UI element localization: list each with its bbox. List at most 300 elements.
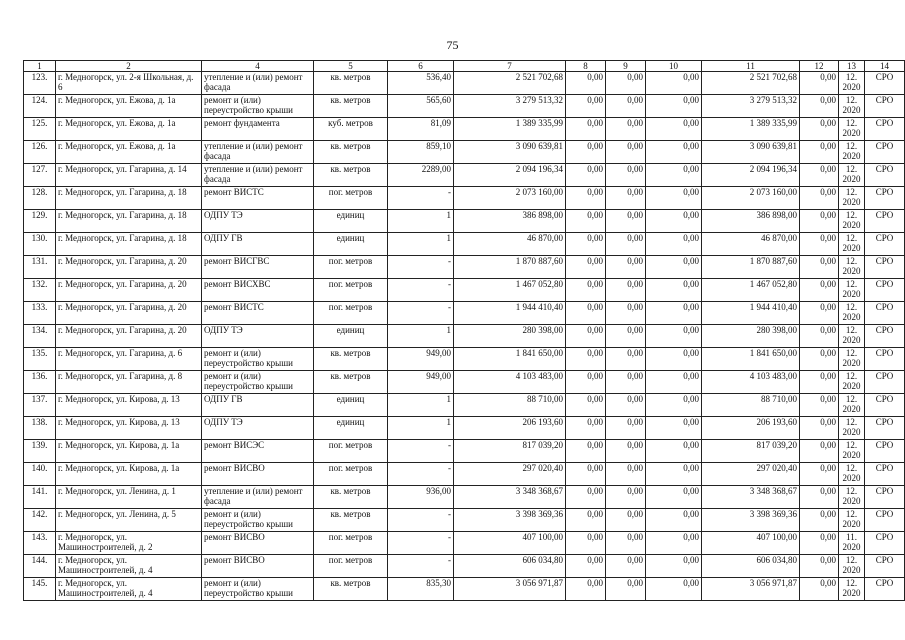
row-number: 127. bbox=[24, 164, 56, 187]
unit-cell: кв. метров bbox=[314, 141, 388, 164]
cost-cell: 1 389 335,99 bbox=[702, 118, 800, 141]
cost-cell: 2 094 196,34 bbox=[702, 164, 800, 187]
cost-cell: 0,00 bbox=[566, 141, 606, 164]
column-header: 10 bbox=[646, 61, 702, 72]
column-header: 13 bbox=[839, 61, 865, 72]
cost-cell: 3 398 369,36 bbox=[702, 509, 800, 532]
cost-cell: 0,00 bbox=[566, 164, 606, 187]
cost-cell: 0,00 bbox=[646, 509, 702, 532]
total-cost-cell: 1 841 650,00 bbox=[454, 348, 566, 371]
unit-cell: единиц bbox=[314, 210, 388, 233]
total-cost-cell: 297 020,40 bbox=[454, 463, 566, 486]
table-row bbox=[24, 463, 905, 486]
completion-date-cell: 12. 2020 bbox=[839, 279, 865, 302]
cost-cell: 0,00 bbox=[606, 486, 646, 509]
cost-cell: 0,00 bbox=[800, 509, 839, 532]
quantity-cell: 565,60 bbox=[388, 95, 454, 118]
quantity-cell: - bbox=[388, 302, 454, 325]
unit-cell: кв. метров bbox=[314, 509, 388, 532]
work-type-cell: ОДПУ ТЭ bbox=[202, 325, 314, 348]
contractor-cell: СРО bbox=[865, 348, 905, 371]
address-cell: г. Медногорск, ул. Машиностроителей, д. 4 bbox=[56, 555, 202, 578]
work-type-cell: ремонт ВИСХВС bbox=[202, 279, 314, 302]
total-cost-cell: 3 398 369,36 bbox=[454, 509, 566, 532]
cost-cell: 0,00 bbox=[566, 578, 606, 601]
address-cell: г. Медногорск, ул. Кирова, д. 13 bbox=[56, 394, 202, 417]
total-cost-cell: 606 034,80 bbox=[454, 555, 566, 578]
work-type-cell: ремонт и (или) переустройство крыши bbox=[202, 509, 314, 532]
quantity-cell: - bbox=[388, 440, 454, 463]
cost-cell: 0,00 bbox=[606, 164, 646, 187]
quantity-cell: 1 bbox=[388, 210, 454, 233]
completion-date-cell: 12. 2020 bbox=[839, 233, 865, 256]
table-row bbox=[24, 417, 905, 440]
total-cost-cell: 3 056 971,87 bbox=[454, 578, 566, 601]
contractor-cell: СРО bbox=[865, 210, 905, 233]
total-cost-cell: 1 870 887,60 bbox=[454, 256, 566, 279]
cost-cell: 88 710,00 bbox=[702, 394, 800, 417]
cost-cell: 0,00 bbox=[606, 394, 646, 417]
cost-cell: 0,00 bbox=[646, 72, 702, 95]
cost-cell: 0,00 bbox=[606, 95, 646, 118]
cost-cell: 0,00 bbox=[646, 95, 702, 118]
cost-cell: 0,00 bbox=[606, 187, 646, 210]
contractor-cell: СРО bbox=[865, 72, 905, 95]
cost-cell: 0,00 bbox=[606, 440, 646, 463]
total-cost-cell: 3 279 513,32 bbox=[454, 95, 566, 118]
cost-cell: 0,00 bbox=[606, 371, 646, 394]
unit-cell: кв. метров bbox=[314, 72, 388, 95]
contractor-cell: СРО bbox=[865, 95, 905, 118]
cost-cell: 0,00 bbox=[646, 210, 702, 233]
total-cost-cell: 1 467 052,80 bbox=[454, 279, 566, 302]
cost-cell: 0,00 bbox=[646, 348, 702, 371]
cost-cell: 0,00 bbox=[606, 279, 646, 302]
contractor-cell: СРО bbox=[865, 509, 905, 532]
page-number: 75 bbox=[446, 38, 459, 52]
work-type-cell: ремонт ВИСВО bbox=[202, 532, 314, 555]
column-header: 4 bbox=[202, 61, 314, 72]
completion-date-cell: 12. 2020 bbox=[839, 118, 865, 141]
cost-cell: 3 348 368,67 bbox=[702, 486, 800, 509]
unit-cell: единиц bbox=[314, 394, 388, 417]
total-cost-cell: 4 103 483,00 bbox=[454, 371, 566, 394]
cost-cell: 407 100,00 bbox=[702, 532, 800, 555]
unit-cell: кв. метров bbox=[314, 95, 388, 118]
row-number: 140. bbox=[24, 463, 56, 486]
cost-cell: 2 073 160,00 bbox=[702, 187, 800, 210]
cost-cell: 3 090 639,81 bbox=[702, 141, 800, 164]
cost-cell: 0,00 bbox=[566, 440, 606, 463]
cost-cell: 0,00 bbox=[646, 141, 702, 164]
unit-cell: пог. метров bbox=[314, 279, 388, 302]
address-cell: г. Медногорск, ул. Гагарина, д. 18 bbox=[56, 210, 202, 233]
contractor-cell: СРО bbox=[865, 532, 905, 555]
cost-cell: 0,00 bbox=[566, 371, 606, 394]
cost-cell: 606 034,80 bbox=[702, 555, 800, 578]
cost-cell: 0,00 bbox=[646, 279, 702, 302]
cost-cell: 0,00 bbox=[606, 233, 646, 256]
work-type-cell: ремонт и (или) переустройство крыши bbox=[202, 578, 314, 601]
address-cell: г. Медногорск, ул. Гагарина, д. 6 bbox=[56, 348, 202, 371]
contractor-cell: СРО bbox=[865, 118, 905, 141]
column-header: 14 bbox=[865, 61, 905, 72]
quantity-cell: - bbox=[388, 463, 454, 486]
row-number: 139. bbox=[24, 440, 56, 463]
cost-cell: 0,00 bbox=[566, 532, 606, 555]
cost-cell: 0,00 bbox=[800, 532, 839, 555]
cost-cell: 0,00 bbox=[646, 440, 702, 463]
table-row bbox=[24, 279, 905, 302]
address-cell: г. Медногорск, ул. Кирова, д. 1а bbox=[56, 440, 202, 463]
cost-cell: 297 020,40 bbox=[702, 463, 800, 486]
cost-cell: 0,00 bbox=[800, 348, 839, 371]
column-header: 8 bbox=[566, 61, 606, 72]
cost-cell: 0,00 bbox=[606, 325, 646, 348]
cost-cell: 0,00 bbox=[606, 210, 646, 233]
cost-cell: 0,00 bbox=[606, 348, 646, 371]
quantity-cell: - bbox=[388, 279, 454, 302]
row-number: 134. bbox=[24, 325, 56, 348]
cost-cell: 0,00 bbox=[566, 187, 606, 210]
cost-cell: 3 056 971,87 bbox=[702, 578, 800, 601]
cost-cell: 1 870 887,60 bbox=[702, 256, 800, 279]
cost-cell: 0,00 bbox=[800, 164, 839, 187]
table-row bbox=[24, 210, 905, 233]
total-cost-cell: 46 870,00 bbox=[454, 233, 566, 256]
row-number: 143. bbox=[24, 532, 56, 555]
quantity-cell: 1 bbox=[388, 417, 454, 440]
address-cell: г. Медногорск, ул. Гагарина, д. 14 bbox=[56, 164, 202, 187]
quantity-cell: 1 bbox=[388, 394, 454, 417]
cost-cell: 0,00 bbox=[800, 233, 839, 256]
row-number: 133. bbox=[24, 302, 56, 325]
cost-cell: 0,00 bbox=[800, 486, 839, 509]
row-number: 126. bbox=[24, 141, 56, 164]
table-row bbox=[24, 233, 905, 256]
total-cost-cell: 407 100,00 bbox=[454, 532, 566, 555]
cost-cell: 0,00 bbox=[646, 164, 702, 187]
cost-cell: 0,00 bbox=[646, 417, 702, 440]
contractor-cell: СРО bbox=[865, 187, 905, 210]
contractor-cell: СРО bbox=[865, 233, 905, 256]
completion-date-cell: 12. 2020 bbox=[839, 348, 865, 371]
quantity-cell: - bbox=[388, 555, 454, 578]
contractor-cell: СРО bbox=[865, 578, 905, 601]
cost-cell: 0,00 bbox=[606, 72, 646, 95]
work-type-cell: ремонт ВИСТС bbox=[202, 187, 314, 210]
quantity-cell: 859,10 bbox=[388, 141, 454, 164]
cost-cell: 0,00 bbox=[566, 486, 606, 509]
quantity-cell: 1 bbox=[388, 325, 454, 348]
row-number: 123. bbox=[24, 72, 56, 95]
cost-cell: 0,00 bbox=[800, 417, 839, 440]
work-type-cell: ремонт ВИСТС bbox=[202, 302, 314, 325]
address-cell: г. Медногорск, ул. Ежова, д. 1а bbox=[56, 141, 202, 164]
cost-cell: 0,00 bbox=[566, 463, 606, 486]
cost-cell: 0,00 bbox=[800, 555, 839, 578]
cost-cell: 0,00 bbox=[566, 118, 606, 141]
work-type-cell: ремонт ВИСВО bbox=[202, 463, 314, 486]
work-type-cell: ремонт и (или) переустройство крыши bbox=[202, 371, 314, 394]
cost-cell: 0,00 bbox=[646, 578, 702, 601]
table-row bbox=[24, 509, 905, 532]
cost-cell: 0,00 bbox=[646, 325, 702, 348]
row-number: 131. bbox=[24, 256, 56, 279]
quantity-cell: 1 bbox=[388, 233, 454, 256]
contractor-cell: СРО bbox=[865, 325, 905, 348]
table-row bbox=[24, 394, 905, 417]
completion-date-cell: 12. 2020 bbox=[839, 509, 865, 532]
quantity-cell: 536,40 bbox=[388, 72, 454, 95]
quantity-cell: 81,09 bbox=[388, 118, 454, 141]
contractor-cell: СРО bbox=[865, 141, 905, 164]
contractor-cell: СРО bbox=[865, 371, 905, 394]
cost-cell: 0,00 bbox=[646, 394, 702, 417]
work-type-cell: ОДПУ ТЭ bbox=[202, 417, 314, 440]
cost-cell: 0,00 bbox=[566, 325, 606, 348]
contractor-cell: СРО bbox=[865, 555, 905, 578]
cost-cell: 0,00 bbox=[646, 233, 702, 256]
cost-cell: 0,00 bbox=[800, 141, 839, 164]
cost-cell: 46 870,00 bbox=[702, 233, 800, 256]
table-row bbox=[24, 187, 905, 210]
cost-cell: 0,00 bbox=[800, 394, 839, 417]
cost-cell: 0,00 bbox=[566, 210, 606, 233]
completion-date-cell: 12. 2020 bbox=[839, 394, 865, 417]
cost-cell: 386 898,00 bbox=[702, 210, 800, 233]
address-cell: г. Медногорск, ул. Гагарина, д. 20 bbox=[56, 325, 202, 348]
cost-cell: 0,00 bbox=[606, 302, 646, 325]
cost-cell: 0,00 bbox=[646, 486, 702, 509]
row-number: 145. bbox=[24, 578, 56, 601]
total-cost-cell: 1 389 335,99 bbox=[454, 118, 566, 141]
unit-cell: пог. метров bbox=[314, 302, 388, 325]
unit-cell: единиц bbox=[314, 325, 388, 348]
cost-cell: 0,00 bbox=[800, 210, 839, 233]
unit-cell: пог. метров bbox=[314, 532, 388, 555]
cost-cell: 206 193,60 bbox=[702, 417, 800, 440]
table-row bbox=[24, 72, 905, 95]
cost-cell: 0,00 bbox=[566, 256, 606, 279]
completion-date-cell: 12. 2020 bbox=[839, 325, 865, 348]
quantity-cell: 2289,00 bbox=[388, 164, 454, 187]
quantity-cell: 949,00 bbox=[388, 371, 454, 394]
address-cell: г. Медногорск, ул. Машиностроителей, д. 4 bbox=[56, 578, 202, 601]
cost-cell: 1 944 410,40 bbox=[702, 302, 800, 325]
cost-cell: 1 841 650,00 bbox=[702, 348, 800, 371]
completion-date-cell: 12. 2020 bbox=[839, 302, 865, 325]
cost-cell: 0,00 bbox=[566, 233, 606, 256]
row-number: 125. bbox=[24, 118, 56, 141]
cost-cell: 0,00 bbox=[800, 187, 839, 210]
work-type-cell: ремонт ВИСГВС bbox=[202, 256, 314, 279]
unit-cell: пог. метров bbox=[314, 463, 388, 486]
row-number: 142. bbox=[24, 509, 56, 532]
table-row bbox=[24, 95, 905, 118]
cost-cell: 0,00 bbox=[800, 256, 839, 279]
table-row bbox=[24, 325, 905, 348]
address-cell: г. Медногорск, ул. Машиностроителей, д. 2 bbox=[56, 532, 202, 555]
address-cell: г. Медногорск, ул. Гагарина, д. 20 bbox=[56, 279, 202, 302]
row-number: 136. bbox=[24, 371, 56, 394]
address-cell: г. Медногорск, ул. Ленина, д. 5 bbox=[56, 509, 202, 532]
table-row bbox=[24, 164, 905, 187]
quantity-cell: - bbox=[388, 509, 454, 532]
contractor-cell: СРО bbox=[865, 463, 905, 486]
work-type-cell: ОДПУ ГВ bbox=[202, 394, 314, 417]
work-type-cell: утепление и (или) ремонт фасада bbox=[202, 141, 314, 164]
column-header: 1 bbox=[24, 61, 56, 72]
table-row bbox=[24, 440, 905, 463]
work-type-cell: утепление и (или) ремонт фасада bbox=[202, 486, 314, 509]
contractor-cell: СРО bbox=[865, 486, 905, 509]
table-row bbox=[24, 371, 905, 394]
completion-date-cell: 12. 2020 bbox=[839, 256, 865, 279]
table-row bbox=[24, 302, 905, 325]
address-cell: г. Медногорск, ул. Ежова, д. 1а bbox=[56, 118, 202, 141]
row-number: 130. bbox=[24, 233, 56, 256]
contractor-cell: СРО bbox=[865, 417, 905, 440]
cost-cell: 0,00 bbox=[566, 279, 606, 302]
row-number: 144. bbox=[24, 555, 56, 578]
cost-cell: 0,00 bbox=[800, 72, 839, 95]
completion-date-cell: 12. 2020 bbox=[839, 486, 865, 509]
address-cell: г. Медногорск, ул. Гагарина, д. 8 bbox=[56, 371, 202, 394]
unit-cell: куб. метров bbox=[314, 118, 388, 141]
cost-cell: 0,00 bbox=[800, 440, 839, 463]
table-body bbox=[24, 72, 905, 601]
cost-cell: 0,00 bbox=[646, 256, 702, 279]
cost-cell: 0,00 bbox=[606, 417, 646, 440]
cost-cell: 0,00 bbox=[646, 118, 702, 141]
unit-cell: единиц bbox=[314, 417, 388, 440]
row-number: 138. bbox=[24, 417, 56, 440]
work-type-cell: ремонт и (или) переустройство крыши bbox=[202, 95, 314, 118]
works-table bbox=[23, 60, 905, 601]
unit-cell: кв. метров bbox=[314, 578, 388, 601]
cost-cell: 0,00 bbox=[606, 463, 646, 486]
cost-cell: 0,00 bbox=[646, 302, 702, 325]
column-header: 6 bbox=[388, 61, 454, 72]
cost-cell: 3 279 513,32 bbox=[702, 95, 800, 118]
unit-cell: кв. метров bbox=[314, 348, 388, 371]
row-number: 135. bbox=[24, 348, 56, 371]
work-type-cell: ремонт фундамента bbox=[202, 118, 314, 141]
row-number: 132. bbox=[24, 279, 56, 302]
work-type-cell: ремонт и (или) переустройство крыши bbox=[202, 348, 314, 371]
unit-cell: пог. метров bbox=[314, 256, 388, 279]
cost-cell: 0,00 bbox=[606, 141, 646, 164]
total-cost-cell: 1 944 410,40 bbox=[454, 302, 566, 325]
address-cell: г. Медногорск, ул. Ежова, д. 1а bbox=[56, 95, 202, 118]
total-cost-cell: 3 090 639,81 bbox=[454, 141, 566, 164]
unit-cell: пог. метров bbox=[314, 440, 388, 463]
cost-cell: 0,00 bbox=[566, 348, 606, 371]
cost-cell: 0,00 bbox=[566, 417, 606, 440]
cost-cell: 0,00 bbox=[606, 578, 646, 601]
total-cost-cell: 2 094 196,34 bbox=[454, 164, 566, 187]
cost-cell: 2 521 702,68 bbox=[702, 72, 800, 95]
row-number: 129. bbox=[24, 210, 56, 233]
table-row bbox=[24, 532, 905, 555]
quantity-cell: 949,00 bbox=[388, 348, 454, 371]
cost-cell: 0,00 bbox=[800, 302, 839, 325]
table-row bbox=[24, 486, 905, 509]
total-cost-cell: 2 073 160,00 bbox=[454, 187, 566, 210]
quantity-cell: - bbox=[388, 532, 454, 555]
quantity-cell: - bbox=[388, 256, 454, 279]
quantity-cell: 936,00 bbox=[388, 486, 454, 509]
contractor-cell: СРО bbox=[865, 279, 905, 302]
cost-cell: 0,00 bbox=[566, 555, 606, 578]
work-type-cell: ОДПУ ТЭ bbox=[202, 210, 314, 233]
column-header: 5 bbox=[314, 61, 388, 72]
total-cost-cell: 3 348 368,67 bbox=[454, 486, 566, 509]
column-header: 11 bbox=[702, 61, 800, 72]
unit-cell: кв. метров bbox=[314, 486, 388, 509]
cost-cell: 0,00 bbox=[566, 302, 606, 325]
cost-cell: 0,00 bbox=[800, 463, 839, 486]
total-cost-cell: 88 710,00 bbox=[454, 394, 566, 417]
column-header: 7 bbox=[454, 61, 566, 72]
table-row bbox=[24, 348, 905, 371]
cost-cell: 0,00 bbox=[646, 555, 702, 578]
table-row bbox=[24, 141, 905, 164]
row-number: 141. bbox=[24, 486, 56, 509]
cost-cell: 0,00 bbox=[566, 394, 606, 417]
cost-cell: 0,00 bbox=[800, 118, 839, 141]
cost-cell: 0,00 bbox=[566, 95, 606, 118]
cost-cell: 0,00 bbox=[800, 95, 839, 118]
cost-cell: 0,00 bbox=[646, 187, 702, 210]
work-type-cell: ремонт ВИСВО bbox=[202, 555, 314, 578]
completion-date-cell: 12. 2020 bbox=[839, 187, 865, 210]
completion-date-cell: 12. 2020 bbox=[839, 417, 865, 440]
cost-cell: 0,00 bbox=[646, 463, 702, 486]
total-cost-cell: 206 193,60 bbox=[454, 417, 566, 440]
column-header: 9 bbox=[606, 61, 646, 72]
cost-cell: 4 103 483,00 bbox=[702, 371, 800, 394]
total-cost-cell: 2 521 702,68 bbox=[454, 72, 566, 95]
cost-cell: 0,00 bbox=[606, 532, 646, 555]
completion-date-cell: 12. 2020 bbox=[839, 371, 865, 394]
total-cost-cell: 386 898,00 bbox=[454, 210, 566, 233]
table-row bbox=[24, 118, 905, 141]
work-type-cell: ремонт ВИСЭС bbox=[202, 440, 314, 463]
address-cell: г. Медногорск, ул. Кирова, д. 13 bbox=[56, 417, 202, 440]
completion-date-cell: 12. 2020 bbox=[839, 72, 865, 95]
cost-cell: 817 039,20 bbox=[702, 440, 800, 463]
cost-cell: 1 467 052,80 bbox=[702, 279, 800, 302]
row-number: 128. bbox=[24, 187, 56, 210]
quantity-cell: - bbox=[388, 187, 454, 210]
unit-cell: единиц bbox=[314, 233, 388, 256]
unit-cell: кв. метров bbox=[314, 164, 388, 187]
unit-cell: пог. метров bbox=[314, 555, 388, 578]
completion-date-cell: 12. 2020 bbox=[839, 578, 865, 601]
column-header: 2 bbox=[56, 61, 202, 72]
cost-cell: 0,00 bbox=[800, 325, 839, 348]
cost-cell: 0,00 bbox=[800, 371, 839, 394]
completion-date-cell: 11. 2020 bbox=[839, 532, 865, 555]
cost-cell: 0,00 bbox=[606, 118, 646, 141]
contractor-cell: СРО bbox=[865, 440, 905, 463]
column-header: 12 bbox=[800, 61, 839, 72]
contractor-cell: СРО bbox=[865, 394, 905, 417]
completion-date-cell: 12. 2020 bbox=[839, 555, 865, 578]
work-type-cell: утепление и (или) ремонт фасада bbox=[202, 72, 314, 95]
